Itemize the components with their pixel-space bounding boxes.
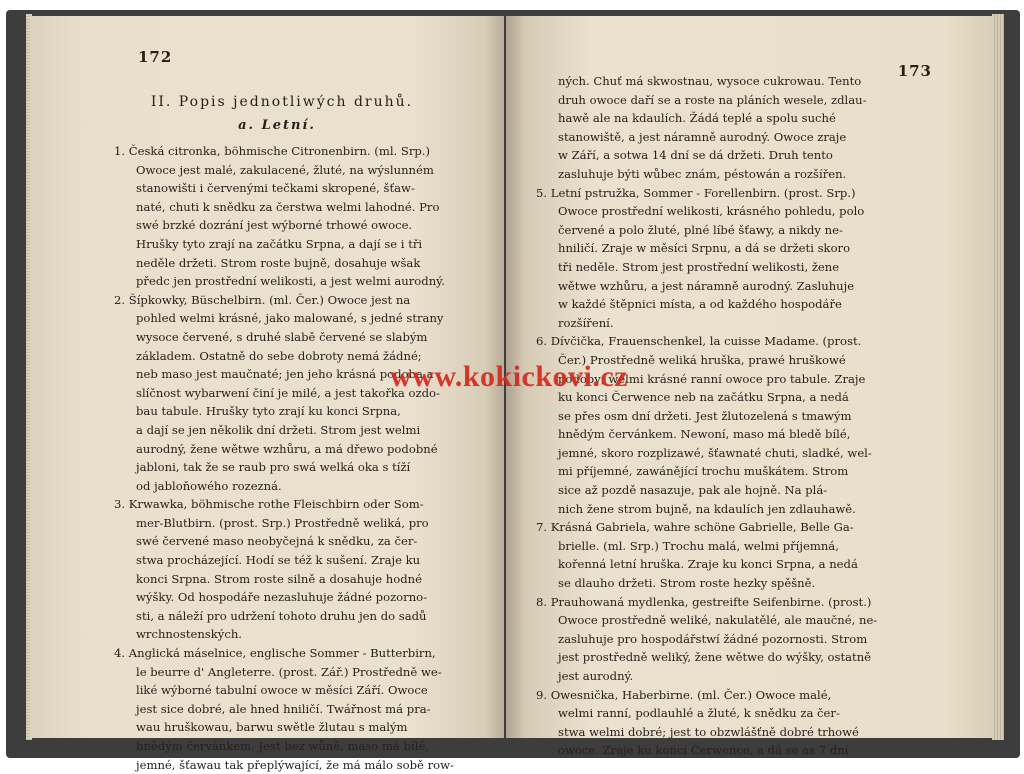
text-line: zasluhuje pro hospodářstwí žádné pozornosti. Strom [558,631,868,646]
text-line: wysoce červené, s druhé slabě červené se slabým [136,329,428,344]
text-line: pohled welmi krásné, jako malowané, s jedné strany [136,311,444,326]
text-line: aurodný, žene wětwe wzhůru, a má dřewo podobné [136,441,438,456]
section-title: II. Popis jednotliwých druhů. [150,94,414,110]
text-line: wrchnostenských. [136,627,242,642]
text-line: podoby; welmi krásné ranní owoce pro tabule. Zraje [558,371,866,386]
text-line: nich žene strom bujně, na kdaulích jen zdlauhawě. [558,501,856,516]
text-line: wětwe wzhůru, a jest náramně aurodný. Zasluhuje [558,278,855,293]
text-line: hnědým červánkem. Jest bez wůně, maso má bílé, [136,739,429,753]
text-line: jabloni, tak že se raub pro swá welká oka s tíží [136,460,411,475]
text-line: stanowišti i červenými tečkami skropené, šťaw- [136,181,415,196]
text-line: se dlauho držeti. Strom roste hezky spěšně. [558,576,816,591]
entry-first-line: 1. Česká citronka, böhmische Citronenbirn. (ml. Srp.) [114,144,431,158]
entry-first-line: 8. Prauhowaná mydlenka, gestreifte Seifenbirne. (prost.) [536,594,872,609]
entry-first-line: 3. Krwawka, böhmische rothe Fleischbirn oder Som- [114,497,424,512]
text-line: Owoce prostřední welikosti, krásného pohledu, polo [558,204,865,219]
text-line: wýšky. Od hospodáře nezasluhuje žádné pozorno- [136,590,428,605]
watermark-text: www.kokickovi.cz [390,360,629,393]
text-line: jest aurodný. [558,669,634,683]
text-line: slíčnost wybarwení činí je milé, a jest takořka ozdo- [136,385,440,400]
entry-first-line: 2. Šípkowky, Büschelbirn. (ml. Čer.) Owoce jest na [114,292,411,307]
text-line: ných. Chuť má skwostnau, wysoce cukrowau. Tento [558,74,862,88]
text-line: červené a polo žluté, plné líbé šťawy, a nikdy ne- [558,222,843,237]
text-line: stwa procházející. Hodí se též k sušení. Zraje ku [136,553,421,568]
text-line: kořenná letní hruška. Zraje ku konci Srpna, a nedá [558,557,858,572]
left-page-text [114,142,492,774]
text-line: rozšíření. [558,315,614,330]
text-line: mer-Blutbirn. (prost. Srp.) Prostředně weliká, pro [136,515,429,530]
text-line: wau hruškowau, barwu swětle žlutau s malým [136,720,408,735]
page-number: 173 [897,62,932,80]
text-line: w každé štěpnici místa, a od každého hospodáře [558,297,842,312]
text-line: a dají se jen několik dní držeti. Strom jest welmi [136,422,421,437]
text-line: jemné, skoro rozplizawé, šťawnaté chuti, sladké, wel- [558,445,872,460]
text-line: konci Srpna. Strom roste silně a dosahuje hodné [136,571,423,586]
text-line: zasluhuje býti wůbec znám, péstowán a rozšířen. [558,166,847,181]
text-line: Owoce jest malé, zakulacené, žluté, na wýslunném [136,162,434,177]
text-line: hnědým červánkem. Newoní, maso má bledě bílé, [558,427,851,442]
text-line: welmi ranní, podlauhlé a žluté, k snědku za čer- [558,706,840,721]
text-line: w Září, a sotwa 14 dní se dá držeti. Druh tento [558,148,833,163]
text-line: jest prostředně weliký, žene wětwe do wýšky, ostatně [558,650,872,665]
text-line: neb maso jest maučnaté; jen jeho krásná podoba a [136,367,434,382]
text-line: sice až pozdě nasazuje, pak ale hojně. Na plá- [558,483,828,498]
text-line: jest sice dobré, ale hned hniličí. Twářnost má pra- [136,701,431,716]
text-line: Hrušky tyto zrají na začátku Srpna, a dají se i tři [136,236,423,251]
entry-first-line: 7. Krásná Gabriela, wahre schöne Gabrielle, Belle Ga- [536,520,854,535]
text-line: le beurre d' Angleterre. (prost. Zář.) Prostředně we- [136,664,442,679]
text-line: tři neděle. Strom jest prostřední welikosti, žene [558,259,840,274]
text-line: ku konci Čerwence neb na začátku Srpna, a nedá [558,390,849,405]
text-line: neděle držeti. Strom roste bujně, dosahuje wšak [136,255,421,270]
text-line: stanowiště, a jest náramně aurodný. Owoce zraje [558,129,847,144]
entry-first-line: 6. Dívčička, Frauenschenkel, la cuisse Madame. (prost. [536,334,862,349]
text-line: předc jen prostřední welikosti, a jest welmi aurodný. [136,274,445,289]
text-line: swé brzké dozrání jest wýborné trhowé owoce. [136,218,413,233]
text-line: hniličí. Zraje w měsíci Srpnu, a dá se držeti skoro [558,241,851,256]
text-line: od jabloňowého rozezná. [136,478,282,493]
text-line: liké wýborné tabulní owoce w měsíci Září. Owoce [136,683,428,698]
text-line: mi příjemné, zawánějící trochu muškátem. Strom [558,464,849,479]
text-line: základem. Ostatně do sebe dobroty nemá žádné; [136,348,422,363]
text-line: brielle. (ml. Srp.) Trochu malá, welmi příjemná, [558,538,839,553]
text-line: swé červené maso neobyčejná k snědku, za čer- [136,534,418,549]
text-line: stwa welmi dobré; jest to obzwlášťně dobré trhowé [558,724,859,739]
text-line: Čer.) Prostředně weliká hruška, prawé hruškowé [558,352,846,367]
entry-first-line: 9. Owesnička, Haberbirne. (ml. Čer.) Owoce malé, [536,687,832,702]
text-line: naté, chuti k snědku za čerstwa welmi lahodné. Pro [136,199,440,214]
text-line: druh owoce daří se a roste na pláních wesele, zdlau- [558,92,867,107]
section-subtitle: a. Letní. [238,118,316,133]
entry-first-line: 5. Letní pstružka, Sommer - Forellenbirn. (prost. Srp.) [536,185,856,200]
text-line: Owoce prostředně weliké, nakulatělé, ale maučné, ne- [558,613,878,628]
text-line: bau tabule. Hrušky tyto zrají ku konci Srpna, [136,404,401,419]
right-page-text [536,72,928,760]
text-line: se přes osm dní držeti. Jest žlutozelená s tmawým [558,408,852,423]
text-line: jemné, šťawau tak přeplýwající, že má málo sobě row- [136,757,454,772]
text-line: hawě ale na kdaulích. Žádá teplé a spolu suché [558,111,836,126]
text-line: sti, a náleží pro udržení tohoto druhu jen do sadů [136,608,427,623]
text-line: owoce. Zraje ku konci Čerwence, a dá se as 7 dní [558,743,849,758]
entry-first-line: 4. Anglická máselnice, englische Sommer - Butterbirn, [114,646,436,661]
page-number: 172 [138,48,173,66]
